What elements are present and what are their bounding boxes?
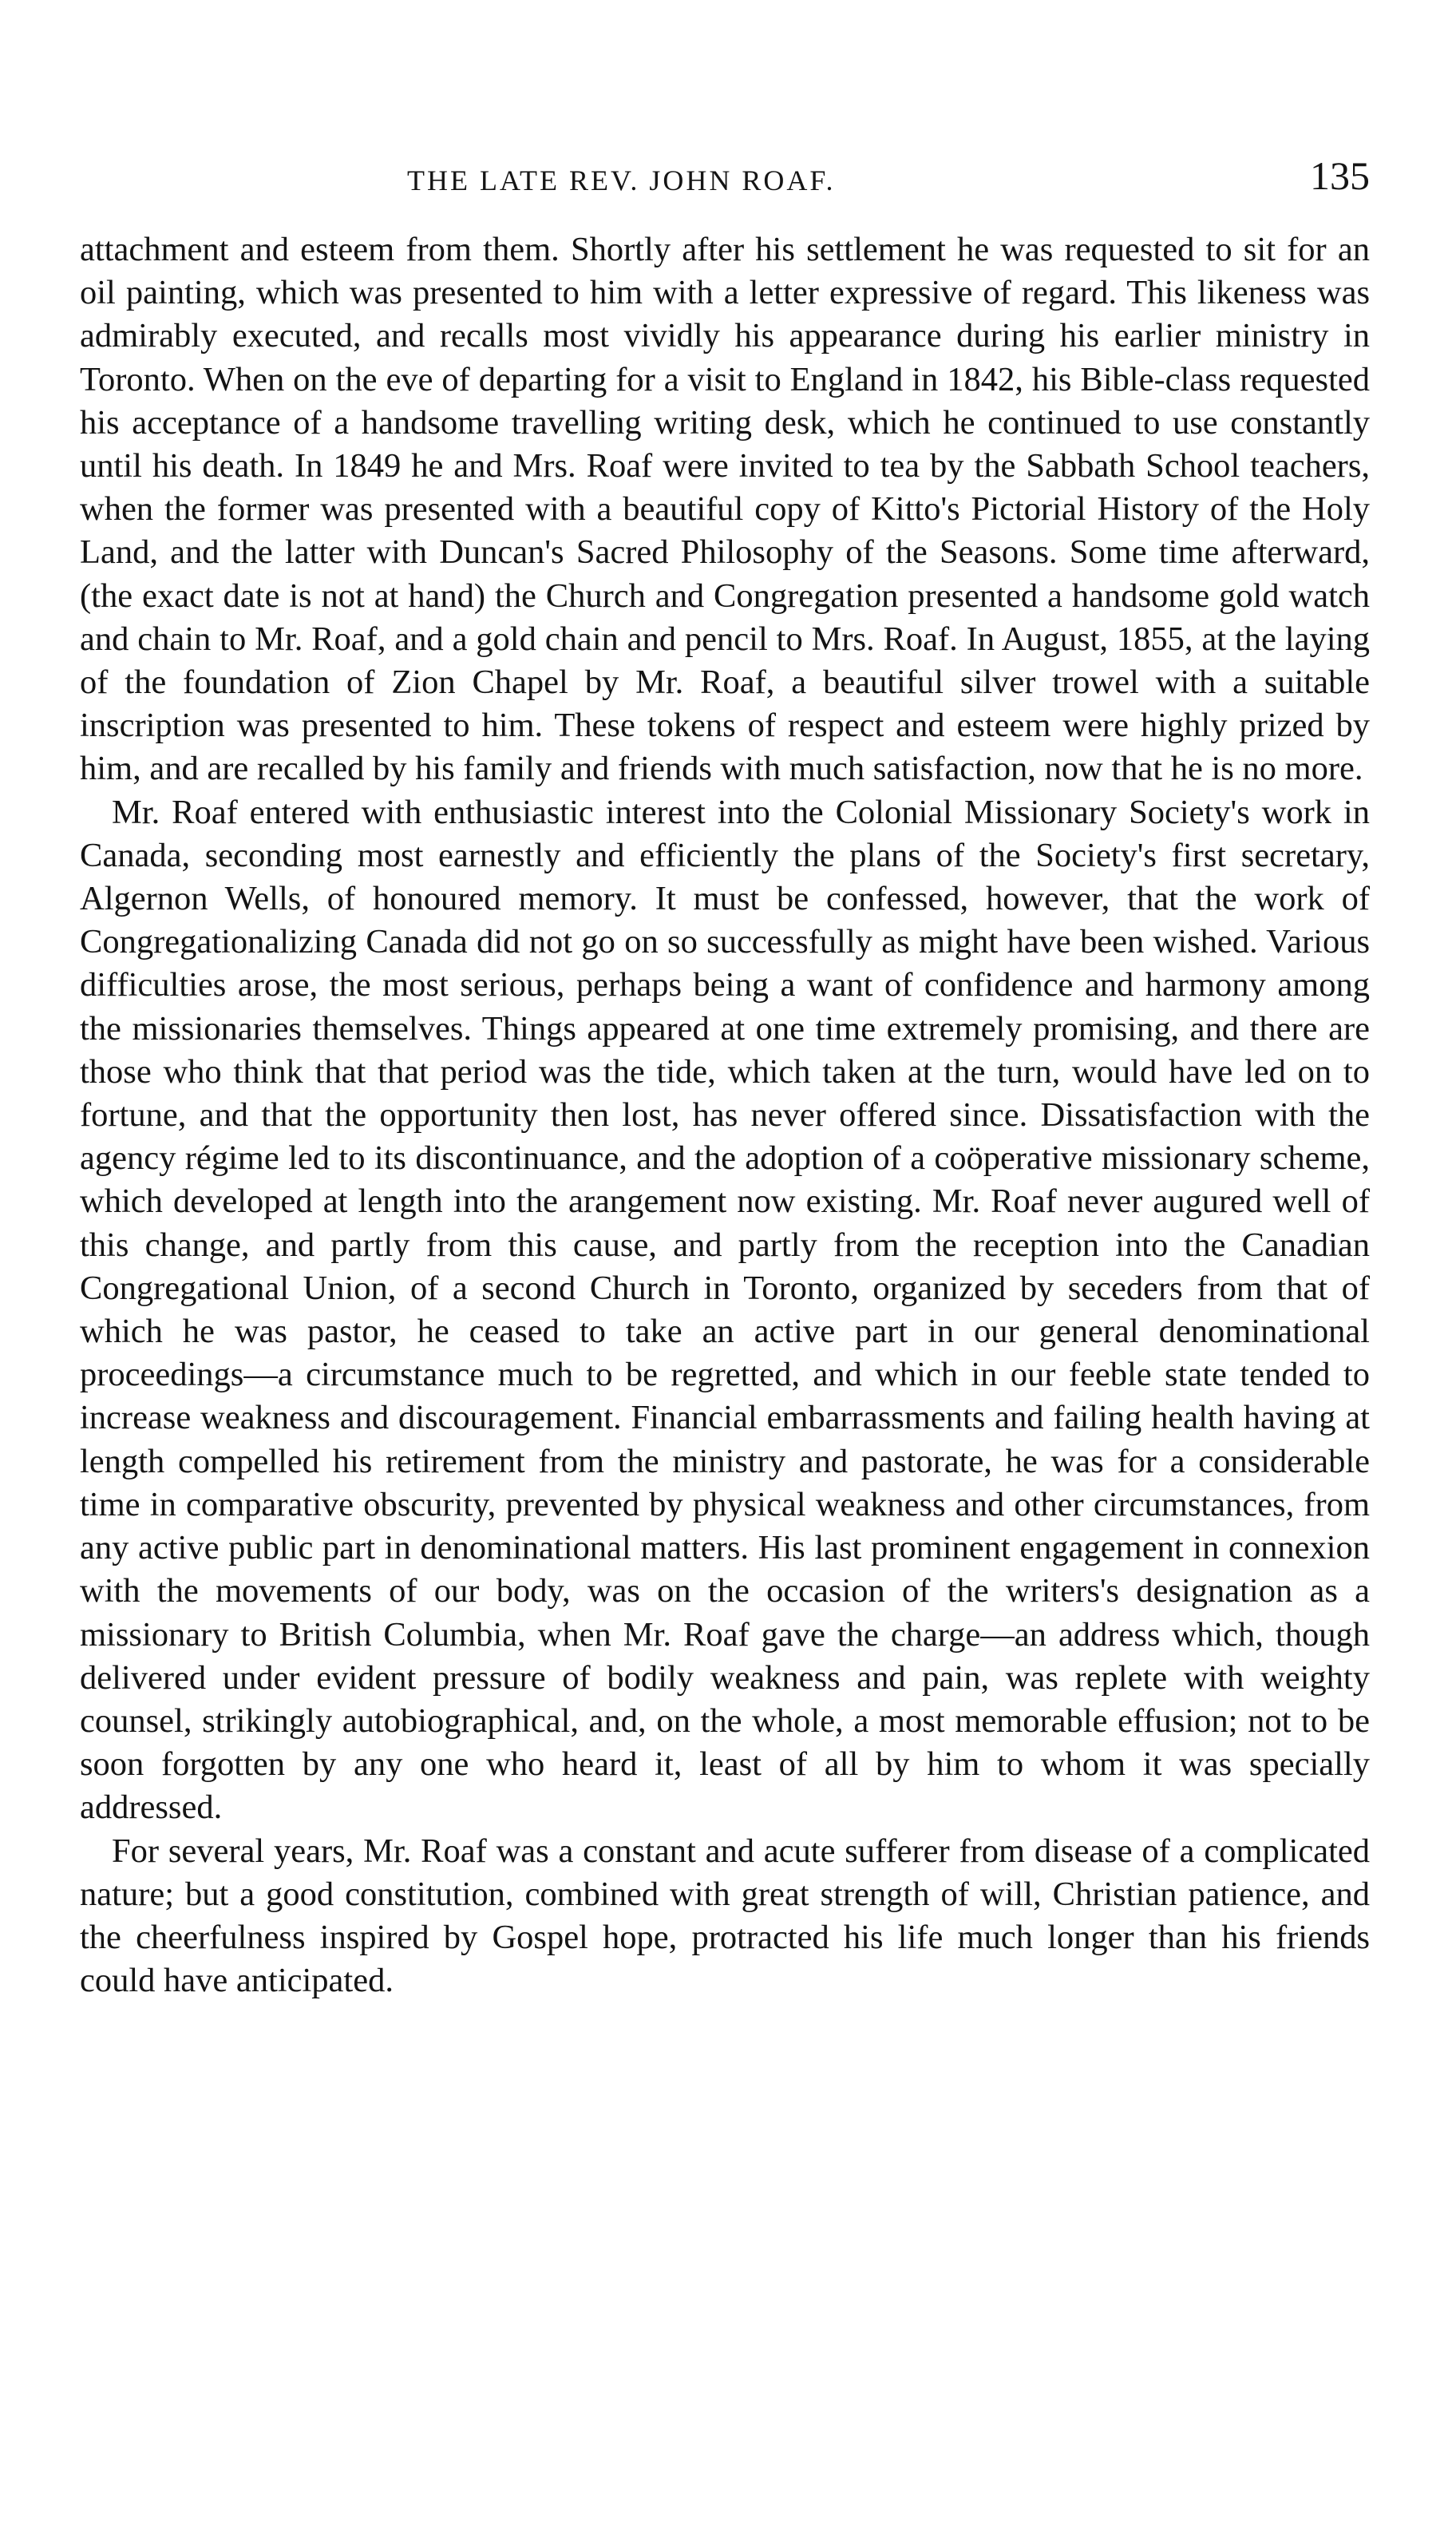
body-text <box>80 228 1370 2002</box>
paragraph-missionary-society: Mr. Roaf entered with enthusiastic interest into the Colonial Missionary Society's work in Canada, seconding most earnestly and efficiently the plans of the Society's first secretary, Algernon Wells, of honoured memory. It must be confessed, however, that the work of Congregationalizing Canada did not go on so successfully as might have been wished. Various difficulties arose, the most serious, perhaps being a want of confidence and harmony among the missionaries themselves. Things appeared at one time extremely promising, and there are those who think that that period was the tide, which taken at the turn, would have led on to fortune, and that the opportunity then lost, has never offered since. Dissatisfaction with the agency régime led to its discontinuance, and the adoption of a coöperative missionary scheme, which developed at length into the arangement now existing. Mr. Roaf never augured well of this change, and partly from this cause, and partly from the reception into the Canadian Congregational Union, of a second Church in Toronto, organized by seceders from that of which he was pastor, he ceased to take an active part in our general denominational proceedings—a circumstance much to be regretted, and which in our feeble state tended to increase weakness and discouragement. Financial embarrassments and failing health having at length compelled his retirement from the ministry and pastorate, he was for a considerable time in comparative obscurity, prevented by physical weakness and other circumstances, from any active public part in denominational matters. His last prominent engagement in connexion with the movements of our body, was on the occasion of the writers's designation as a missionary to British Columbia, when Mr. Roaf gave the charge—an address which, though delivered under evident pressure of bodily weakness and pain, was replete with weighty counsel, strikingly autobiographical, and, on the whole, a most memorable effusion; not to be soon forgotten by any one who heard it, least of all by him to whom it was specially addressed. <box>80 793 1370 1827</box>
paragraph-final-years: For several years, Mr. Roaf was a constant and acute sufferer from disease of a complicated nature; but a good constitution, combined with great strength of will, Christian patience, and the cheerfulness inspired by Gospel hope, protracted his life much longer than his friends could have anticipated. <box>80 1832 1370 2000</box>
running-title: THE LATE REV. JOHN ROAF. <box>407 164 836 196</box>
page-number: 135 <box>1310 153 1370 198</box>
running-head <box>80 153 1370 204</box>
paragraph-continued: attachment and esteem from them. Shortly after his settlement he was requested to sit for an oil painting, which was presented to him with a letter expressive of regard. This likeness was admirably executed, and recalls most vividly his appearance during his earlier ministry in Toronto. When on the eve of departing for a visit to England in 1842, his Bible-class requested his acceptance of a handsome travelling writing desk, which he continued to use constantly until his death. In 1849 he and Mrs. Roaf were invited to tea by the Sabbath School teachers, when the former was presented with a beautiful copy of Kitto's Pictorial History of the Holy Land, and the latter with Duncan's Sacred Philosophy of the Seasons. Some time afterward, (the exact date is not at hand) the Church and Congregation presented a handsome gold watch and chain to Mr. Roaf, and a gold chain and pencil to Mrs. Roaf. In August, 1855, at the laying of the foundation of Zion Chapel by Mr. Roaf, a beautiful silver trowel with a suitable inscription was presented to him. These tokens of respect and esteem were highly prized by him, and are recalled by his family and friends with much satisfaction, now that he is no more. <box>80 231 1370 788</box>
